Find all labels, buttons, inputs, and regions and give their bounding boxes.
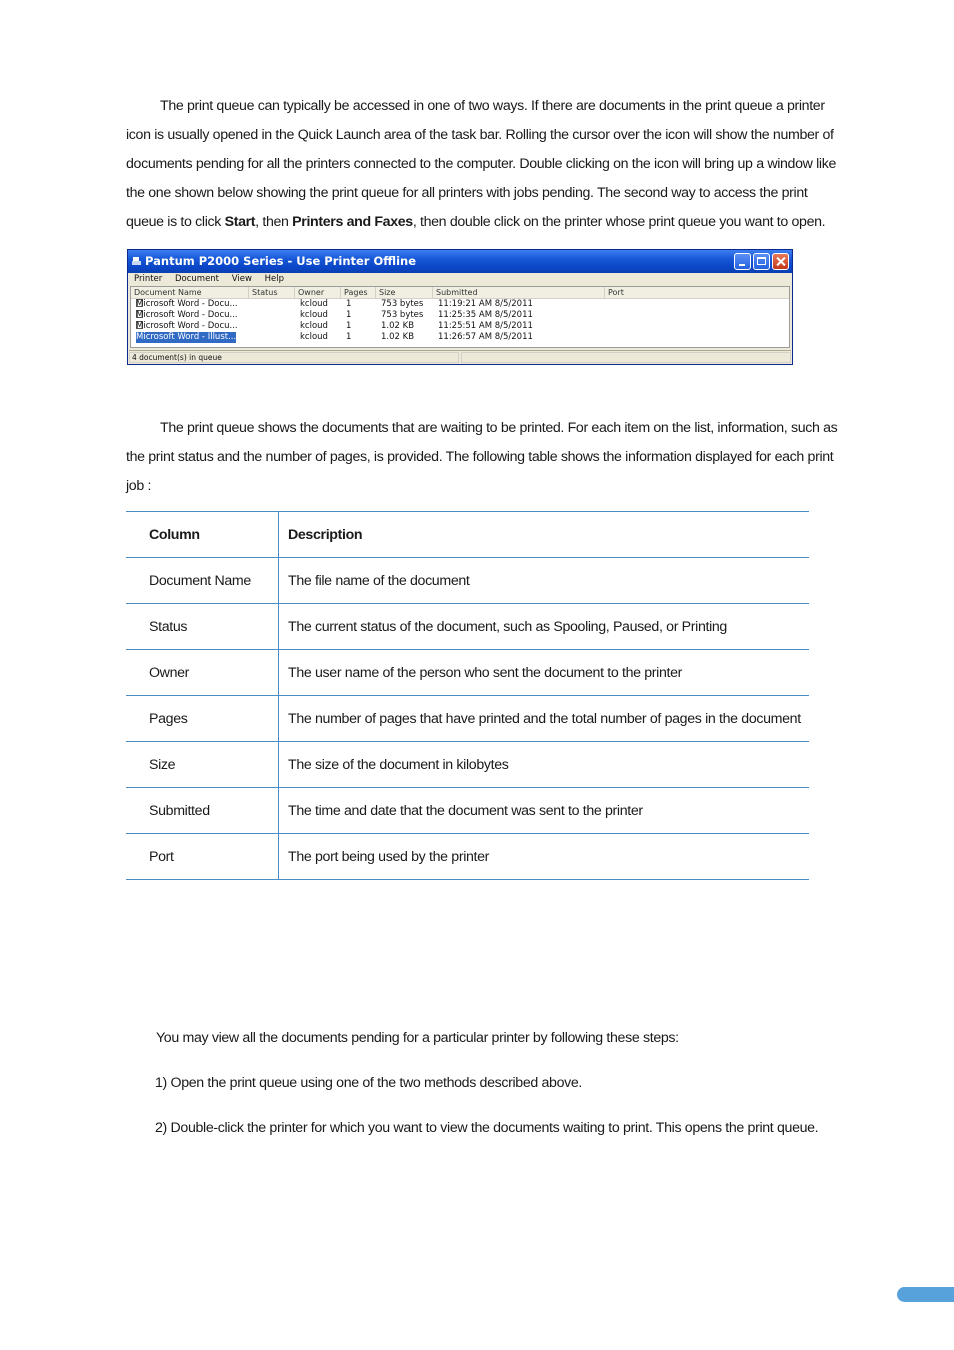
table-header-column: Column [126, 512, 279, 558]
menu-document[interactable]: Document [174, 274, 220, 284]
table-row [126, 558, 809, 604]
job-pages: 1 [346, 321, 352, 331]
table-cell-description: The file name of the document [279, 558, 810, 604]
col-pages[interactable]: Pages [341, 287, 376, 298]
page-number-tab [897, 1287, 954, 1302]
job-owner: kcloud [300, 332, 328, 342]
start-bold-text: Start [224, 214, 256, 230]
col-submitted[interactable]: Submitted [433, 287, 605, 298]
job-list[interactable] [130, 286, 790, 348]
table-cell-description: The port being used by the printer [279, 834, 810, 880]
column-description-table [126, 511, 809, 880]
intro-text-1: The print queue can typically be accessed in one of two ways. If there are documents in the print queue a printer icon is usually opened in the Quick Launch area of the task bar. Rolling the cursor over the icon will show the number of documents pending for all the printers connected to the computer. Double clicking on the icon will bring up a window like the one shown below showing the print queue for all printers with jobs pending. The second way to access the print queue is to click [126, 98, 837, 230]
table-row [126, 742, 809, 788]
job-size: 1.02 KB [381, 332, 415, 342]
job-row[interactable] [131, 299, 789, 310]
job-name: Microsoft Word - Illust... [136, 332, 237, 342]
menu-help[interactable]: Help [264, 274, 284, 284]
steps-intro: You may view all the documents pending for a particular printer by following these steps: [156, 1030, 679, 1046]
table-row [126, 696, 809, 742]
job-owner: kcloud [300, 310, 328, 320]
close-button[interactable] [772, 253, 789, 270]
job-name: Microsoft Word - Docu... [136, 299, 238, 309]
step-1: 1) Open the print queue using one of the two methods described above. [155, 1075, 582, 1091]
col-owner[interactable]: Owner [295, 287, 341, 298]
col-status[interactable]: Status [249, 287, 295, 298]
column-header-row [131, 287, 789, 299]
printers-and-faxes-bold-text: Printers and Faxes [292, 214, 413, 230]
job-size: 753 bytes [381, 310, 424, 320]
minimize-button[interactable] [734, 253, 751, 270]
job-submitted: 11:25:35 AM 8/5/2011 [438, 310, 533, 320]
printer-icon [132, 257, 141, 266]
print-queue-window [127, 249, 793, 365]
table-cell-column: Pages [126, 696, 279, 742]
table-row [126, 604, 809, 650]
table-cell-column: Port [126, 834, 279, 880]
table-cell-description: The size of the document in kilobytes [279, 742, 810, 788]
queue-description-paragraph [126, 414, 842, 501]
job-row-selected[interactable] [131, 332, 789, 343]
table-cell-description: The current status of the document, such as Spooling, Paused, or Printing [279, 604, 810, 650]
table-header-row [126, 512, 809, 558]
window-titlebar[interactable] [128, 250, 792, 273]
job-size: 1.02 KB [381, 321, 415, 331]
status-pane [461, 352, 791, 363]
menu-view[interactable]: View [231, 274, 252, 284]
table-cell-column: Document Name [126, 558, 279, 604]
col-size[interactable]: Size [376, 287, 433, 298]
queue-description-text: The print queue shows the documents that are waiting to be printed. For each item on the list, information, such as the print status and the number of pages, is provided. The following table shows the information displayed for each print job : [126, 420, 838, 494]
menu-bar [128, 273, 792, 285]
step-2: 2) Double-click the printer for which you want to view the documents waiting to print. This opens the print queue. [155, 1120, 819, 1136]
job-submitted: 11:26:57 AM 8/5/2011 [438, 332, 533, 342]
intro-text-2: , then [255, 214, 293, 230]
job-pages: 1 [346, 310, 352, 320]
job-pages: 1 [346, 299, 352, 309]
job-row[interactable] [131, 310, 789, 321]
job-owner: kcloud [300, 299, 328, 309]
job-name: Microsoft Word - Docu... [136, 321, 238, 331]
table-cell-description: The time and date that the document was sent to the printer [279, 788, 810, 834]
maximize-button[interactable] [753, 253, 770, 270]
table-row [126, 788, 809, 834]
table-row [126, 834, 809, 880]
job-submitted: 11:19:21 AM 8/5/2011 [438, 299, 533, 309]
col-port[interactable]: Port [608, 288, 624, 297]
col-document-name[interactable]: Document Name [131, 287, 249, 298]
intro-text-3: , then double click on the printer whose print queue you want to open. [412, 214, 826, 230]
job-owner: kcloud [300, 321, 328, 331]
job-submitted: 11:25:51 AM 8/5/2011 [438, 321, 533, 331]
window-title: Pantum P2000 Series - Use Printer Offline [145, 254, 417, 268]
job-row[interactable] [131, 321, 789, 332]
table-header-description: Description [279, 512, 810, 558]
status-bar [129, 350, 791, 364]
job-name: Microsoft Word - Docu... [136, 310, 238, 320]
menu-printer[interactable]: Printer [134, 274, 163, 284]
table-row [126, 650, 809, 696]
table-cell-column: Status [126, 604, 279, 650]
intro-paragraph [126, 92, 838, 237]
status-text: 4 document(s) in queue [129, 352, 459, 363]
job-size: 753 bytes [381, 299, 424, 309]
table-cell-column: Submitted [126, 788, 279, 834]
table-cell-column: Owner [126, 650, 279, 696]
job-pages: 1 [346, 332, 352, 342]
table-cell-column: Size [126, 742, 279, 788]
table-cell-description: The user name of the person who sent the document to the printer [279, 650, 810, 696]
table-cell-description: The number of pages that have printed and the total number of pages in the document [279, 696, 810, 742]
